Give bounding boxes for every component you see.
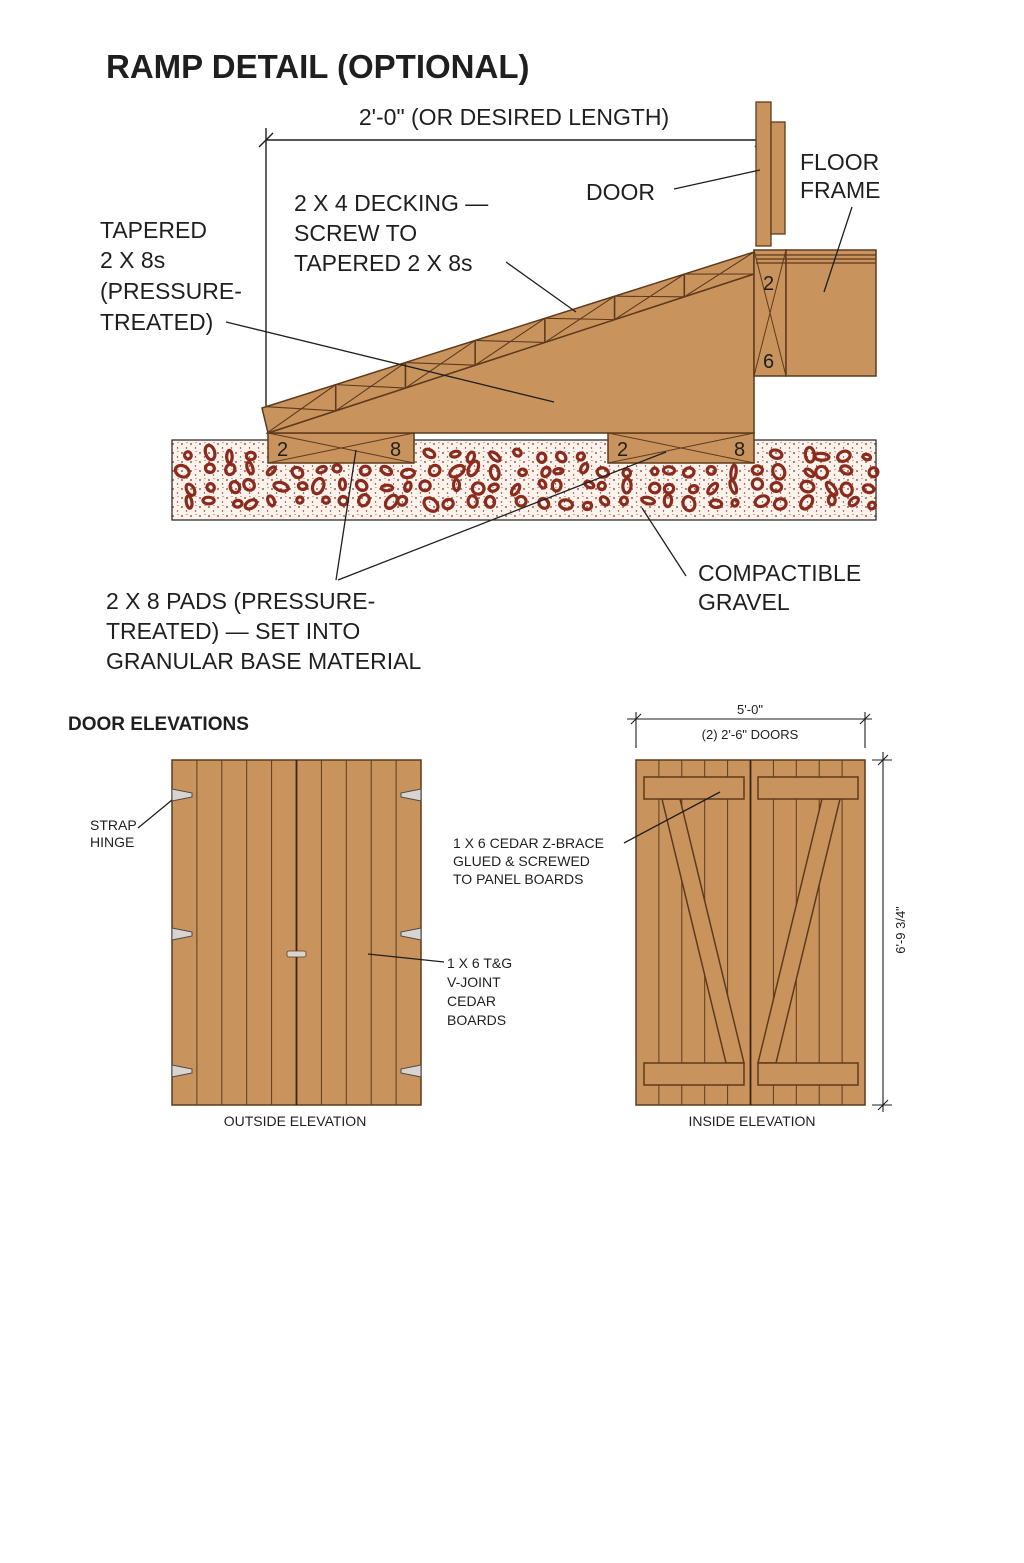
z-brace-label-2: GLUED & SCREWED <box>453 853 590 869</box>
ramp-pad-right <box>608 433 754 463</box>
door-elevations-heading: DOOR ELEVATIONS <box>68 714 249 735</box>
z-brace-label-1: 1 X 6 CEDAR Z-BRACE <box>453 835 604 851</box>
z-brace-label-3: TO PANEL BOARDS <box>453 871 584 887</box>
strap-hinge-leader <box>138 800 172 828</box>
pads-label-2: TREATED) — SET INTO <box>106 618 361 644</box>
gravel-label-1: COMPACTIBLE <box>698 560 862 586</box>
z-brace-left-top <box>644 777 744 799</box>
pad-right-mark-8: 8 <box>734 439 746 461</box>
z-brace-right-top <box>758 777 858 799</box>
outside-elevation <box>172 760 421 1105</box>
tg-boards-label-4: BOARDS <box>447 1012 507 1028</box>
width-dimension <box>627 702 872 748</box>
length-dimension-label: 2'-0" (OR DESIRED LENGTH) <box>358 104 670 130</box>
tapered-label-2: 2 X 8s <box>100 247 166 273</box>
decking-label-2: SCREW TO <box>294 220 418 246</box>
tg-boards-label-1: 1 X 6 T&G <box>447 955 513 971</box>
joist-mark-6: 6 <box>763 351 775 373</box>
door-latch <box>287 951 306 957</box>
pads-label-1: 2 X 8 PADS (PRESSURE- <box>106 588 376 614</box>
height-label: 6'-9 3/4" <box>893 906 908 954</box>
pad-left-mark-8: 8 <box>390 439 402 461</box>
gravel-label-2: GRAVEL <box>698 589 790 615</box>
strap-hinge-label-2: HINGE <box>90 834 135 850</box>
pad-right-mark-2: 2 <box>617 439 629 461</box>
inside-elevation-caption: INSIDE ELEVATION <box>688 1113 816 1129</box>
z-brace-left-bottom <box>644 1063 744 1085</box>
pad-left-mark-2: 2 <box>277 439 289 461</box>
tapered-label-4: TREATED) <box>100 309 214 335</box>
decking-label-3: TAPERED 2 X 8s <box>294 250 473 276</box>
tapered-label-1: TAPERED <box>100 217 207 243</box>
ramp-title: RAMP DETAIL (OPTIONAL) <box>106 48 530 85</box>
door-leader <box>674 170 760 189</box>
floor-frame-label-1: FLOOR <box>800 149 880 175</box>
pads-label-3: GRANULAR BASE MATERIAL <box>106 648 422 674</box>
floor-frame-label-2: FRAME <box>800 177 881 203</box>
tg-boards-label-2: V-JOINT <box>447 974 501 990</box>
strap-hinge-label-1: STRAP <box>90 817 137 833</box>
tg-boards-label-3: CEDAR <box>447 993 497 1009</box>
z-brace-right-bottom <box>758 1063 858 1085</box>
decking-leader <box>506 262 576 312</box>
width-total-label: 5'-0" <box>737 702 763 717</box>
door-label: DOOR <box>586 179 655 205</box>
outside-elevation-caption: OUTSIDE ELEVATION <box>223 1113 367 1129</box>
joist-mark-2: 2 <box>763 273 775 295</box>
decking-label-1: 2 X 4 DECKING — <box>294 190 489 216</box>
tapered-label-3: (PRESSURE- <box>100 278 242 304</box>
width-each-label: (2) 2'-6" DOORS <box>701 727 799 742</box>
door-edge <box>756 102 785 246</box>
inside-elevation <box>636 760 865 1105</box>
height-dimension <box>872 752 908 1112</box>
